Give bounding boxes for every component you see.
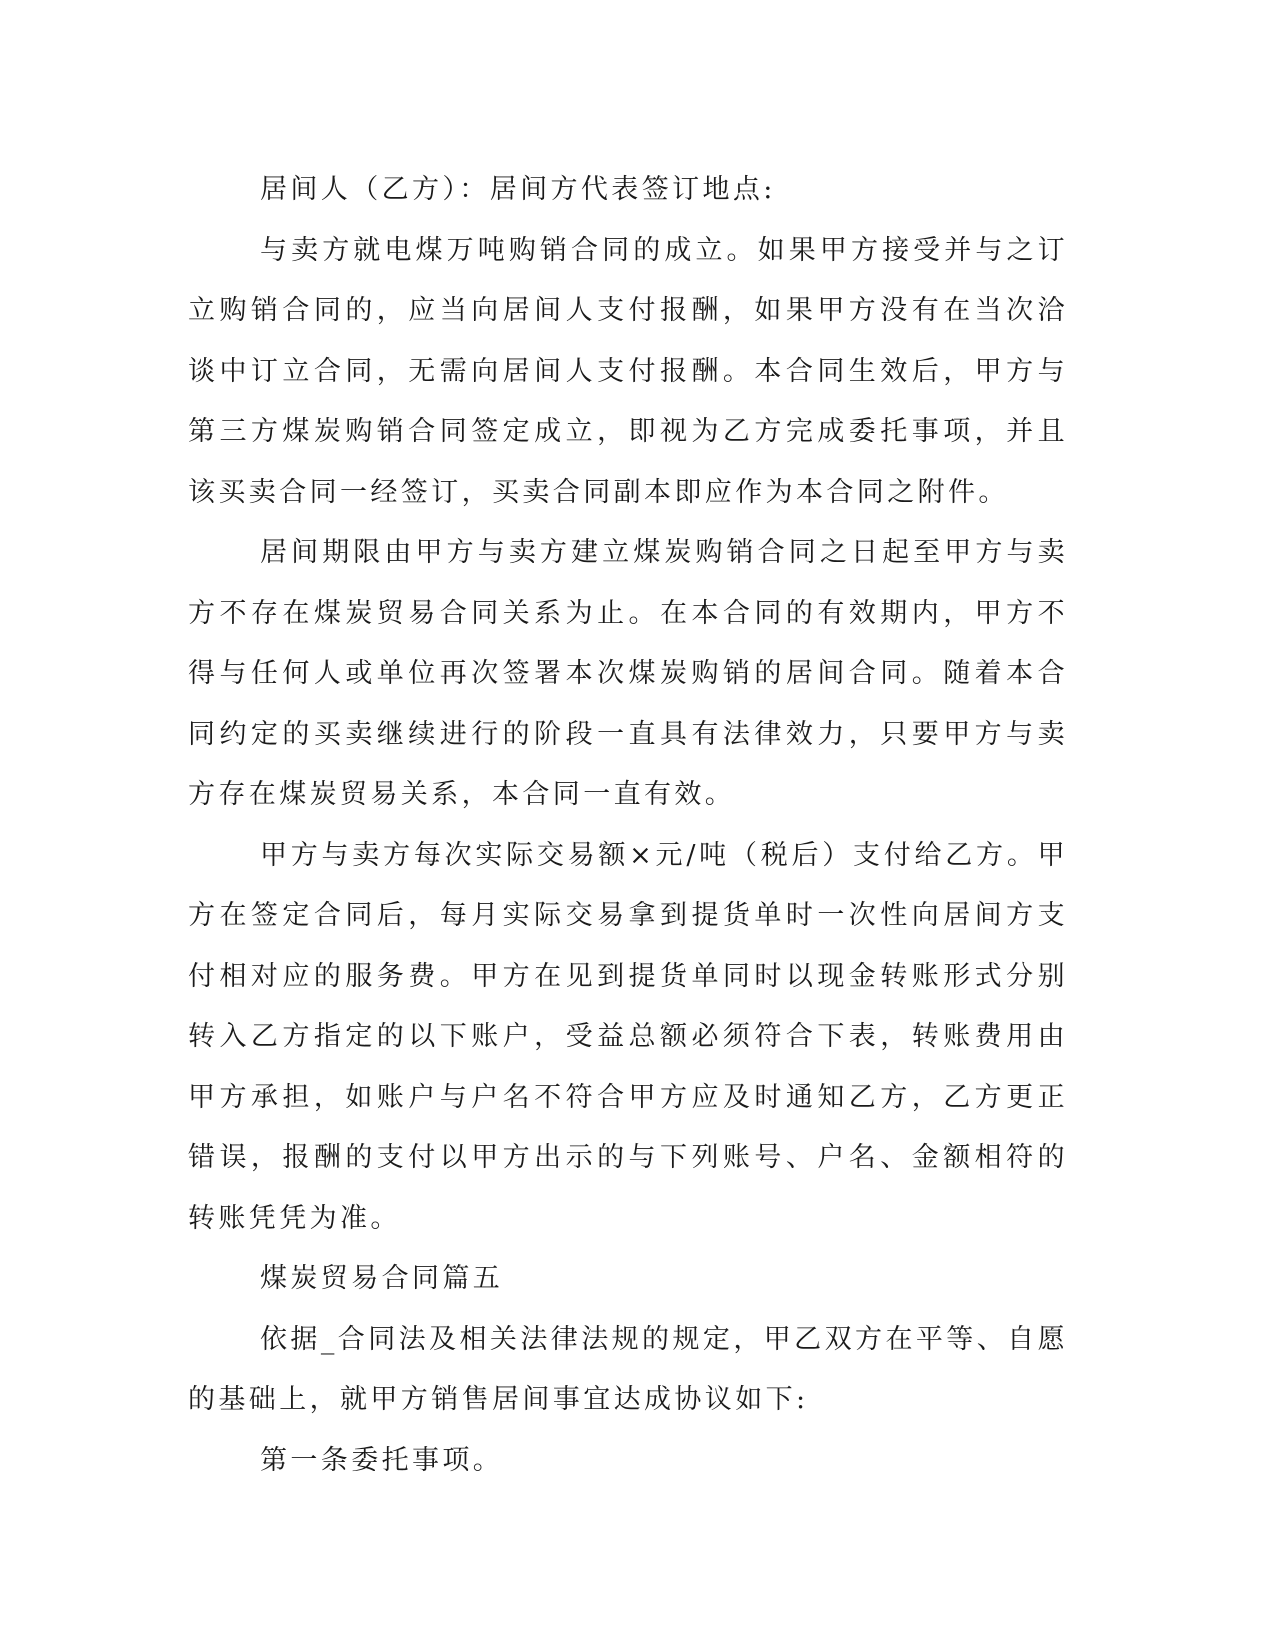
article-heading: 第一条委托事项。 xyxy=(260,1444,504,1476)
paragraph-intermediary-period: 居间期限由甲方与卖方建立煤炭购销合同之日起至甲方与卖方不存在煤炭贸易合同关系为止。在本合同的有效期内，甲方不得与任何人或单位再次签署本次煤炭购销的居间合同。随着本合同约定的买卖继续进行的阶段一直具有法律效力，只要甲方与卖方存在煤炭贸易关系，本合同一直有效。 xyxy=(188,537,1068,810)
paragraph-contract-formation: 与卖方就电煤万吨购销合同的成立。如果甲方接受并与之订立购销合同的，应当向居间人支付报酬，如果甲方没有在当次洽谈中订立合同，无需向居间人支付报酬。本合同生效后，甲方与第三方煤炭购销合同签定成立，即视为乙方完成委托事项，并且该买卖合同一经签订，买卖合同副本即应作为本合同之附件。 xyxy=(188,234,1068,508)
section-heading: 煤炭贸易合同篇五 xyxy=(260,1263,504,1294)
document-body xyxy=(188,160,1068,1491)
paragraph-payment-terms: 甲方与卖方每次实际交易额×元/吨（税后）支付给乙方。甲方在签定合同后，每月实际交易拿到提货单时一次性向居间方支付相对应的服务费。甲方在见到提货单同时以现金转账形式分别转入乙方指定的以下账户，受益总额必须符合下表，转账费用由甲方承担，如账户与户名不符合甲方应及时通知乙方，乙方更正错误，报酬的支付以甲方出示的与下列账号、户名、金额相符的转账凭凭为准。 xyxy=(188,839,1068,1234)
paragraph-legal-basis: 依据_合同法及相关法律法规的规定，甲乙双方在平等、自愿的基础上，就甲方销售居间事宜达成协议如下: xyxy=(188,1323,1068,1415)
paragraph-intermediary-party: 居间人（乙方）：居间方代表签订地点: xyxy=(260,174,776,205)
